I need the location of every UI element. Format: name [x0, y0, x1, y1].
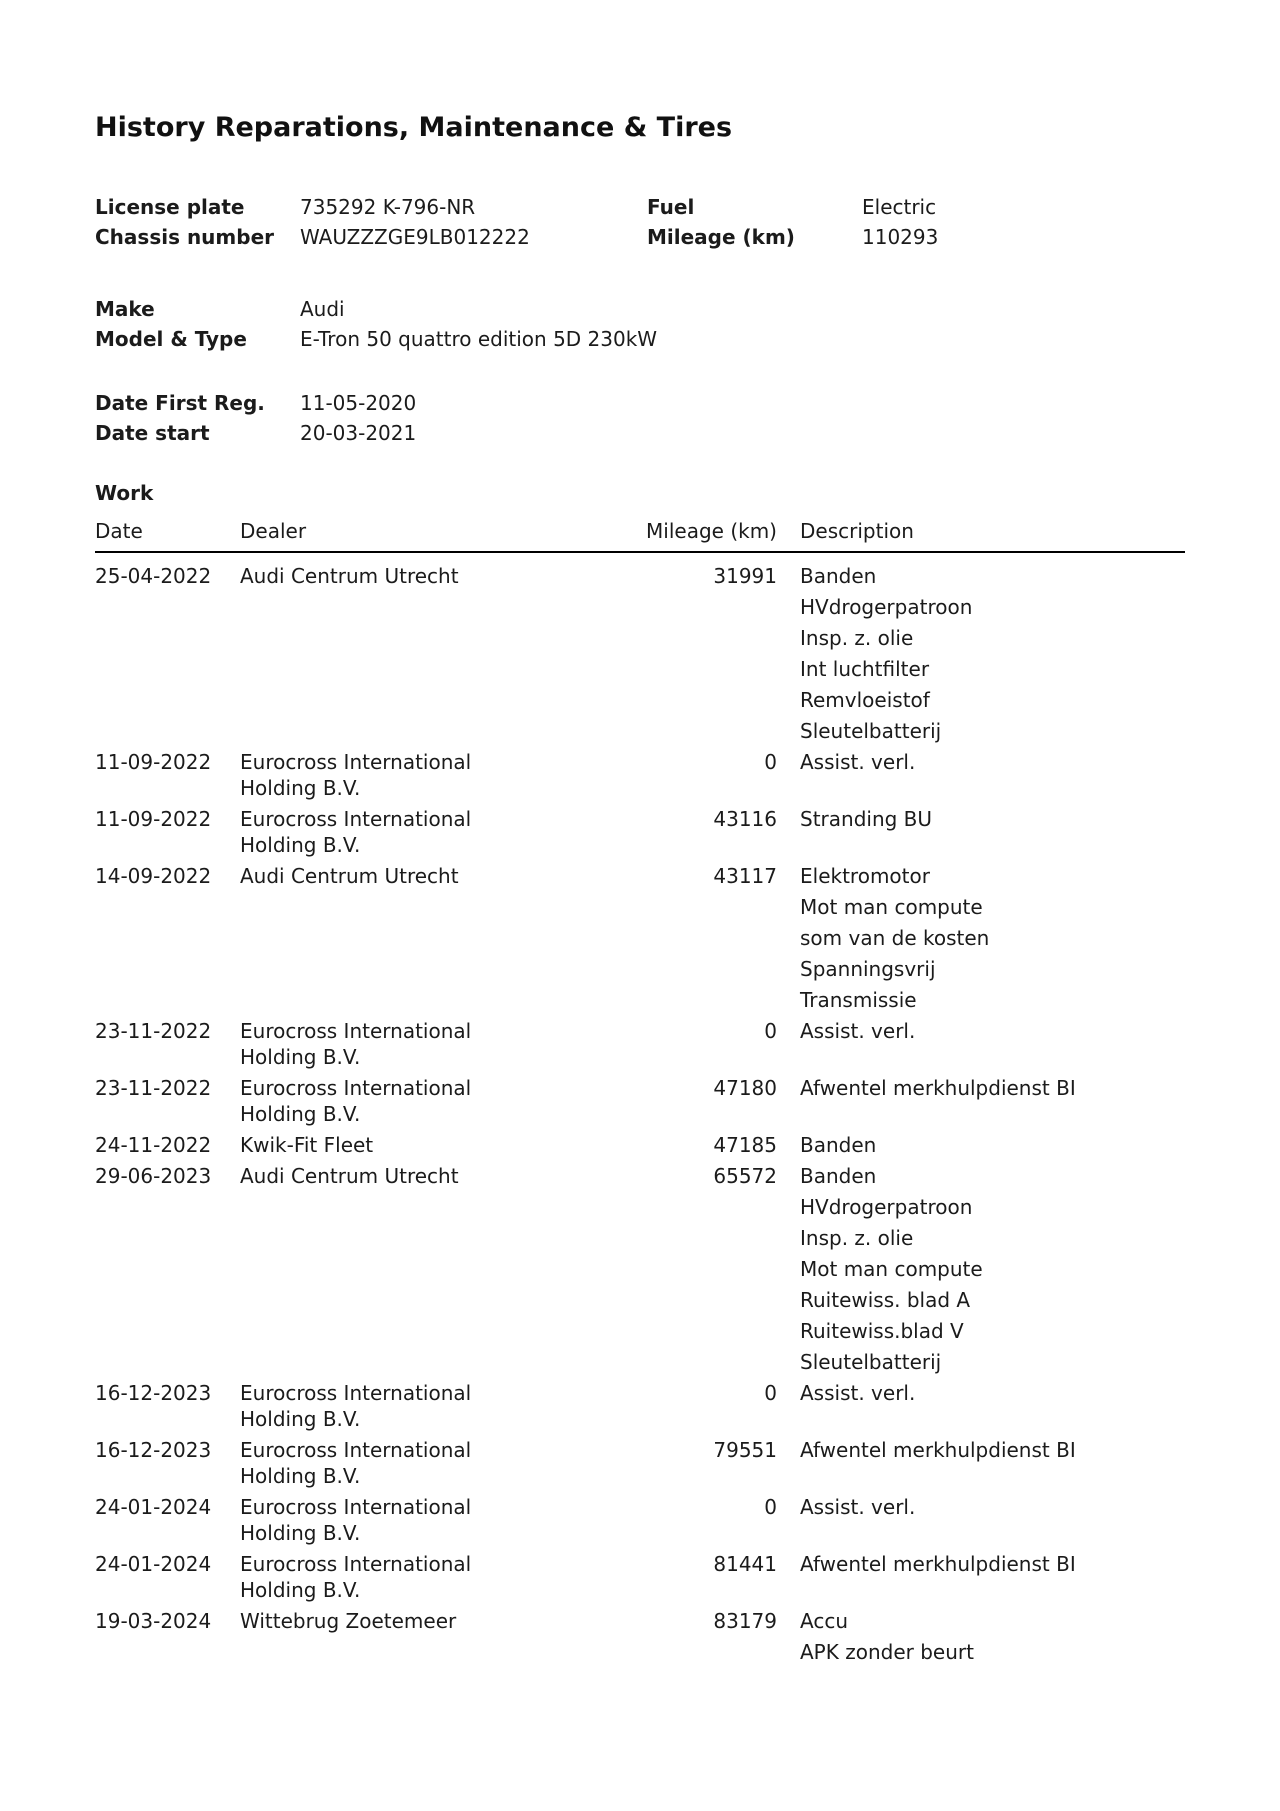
work-mileage-cell: 43116 [713, 807, 777, 831]
work-table-header-row [95, 518, 1185, 552]
work-date-cell: 11-09-2022 [95, 750, 212, 774]
work-table-row [95, 1494, 1185, 1551]
license-plate-value: 735292 K-796-NR [300, 195, 476, 219]
fuel-label: Fuel [647, 195, 695, 219]
work-description-cell [777, 1132, 1185, 1163]
work-description-line: Accu [800, 1609, 848, 1633]
chassis-number-value: WAUZZZGE9LB012222 [300, 225, 530, 249]
column-header-description: Description [777, 518, 1185, 552]
model-type-label: Model & Type [95, 327, 247, 351]
work-description-line: Sleutelbatterij [800, 719, 942, 743]
work-date-cell: 24-01-2024 [95, 1552, 212, 1576]
work-description-cell [777, 552, 1185, 749]
work-mileage-cell: 0 [764, 1019, 777, 1043]
work-description-line: Assist. verl. [800, 1381, 916, 1405]
work-mileage-cell: 31991 [713, 564, 777, 588]
work-description-line: Assist. verl. [800, 750, 916, 774]
work-dealer-cell: Eurocross International Holding B.V. [240, 1552, 472, 1602]
work-table-row [95, 552, 1185, 749]
work-date-cell: 16-12-2023 [95, 1438, 212, 1462]
work-description-line: Insp. z. olie [800, 626, 914, 650]
work-table-row [95, 1132, 1185, 1163]
chassis-number-label: Chassis number [95, 225, 275, 249]
work-dealer-cell: Kwik-Fit Fleet [240, 1133, 374, 1157]
make-label: Make [95, 297, 155, 321]
work-date-cell: 14-09-2022 [95, 864, 212, 888]
work-mileage-cell: 47185 [713, 1133, 777, 1157]
work-dealer-cell: Audi Centrum Utrecht [240, 1164, 459, 1188]
work-date-cell: 24-11-2022 [95, 1133, 212, 1157]
work-description-cell [777, 1608, 1185, 1670]
work-description-line: Banden [800, 564, 877, 588]
work-table-row [95, 1075, 1185, 1132]
work-description-line: Banden [800, 1133, 877, 1157]
work-description-cell [777, 1018, 1185, 1075]
work-description-line: Afwentel merkhulpdienst BI [800, 1552, 1076, 1576]
model-type-value: E-Tron 50 quattro edition 5D 230kW [300, 327, 658, 351]
work-description-cell [777, 1075, 1185, 1132]
work-description-line: HVdrogerpatroon [800, 1195, 973, 1219]
work-description-cell [777, 806, 1185, 863]
work-table [95, 518, 1185, 1670]
mileage-value: 110293 [862, 225, 939, 249]
work-description-line: Afwentel merkhulpdienst BI [800, 1076, 1076, 1100]
work-dealer-cell: Eurocross International Holding B.V. [240, 1381, 472, 1431]
work-table-row [95, 806, 1185, 863]
work-description-line: som van de kosten [800, 926, 990, 950]
page-title: History Reparations, Maintenance & Tires [95, 112, 733, 143]
work-description-line: Int luchtfilter [800, 657, 930, 681]
column-header-mileage: Mileage (km) [550, 518, 777, 552]
work-date-cell: 25-04-2022 [95, 564, 212, 588]
work-table-row [95, 1018, 1185, 1075]
work-dealer-cell: Eurocross International Holding B.V. [240, 1076, 472, 1126]
work-mileage-cell: 43117 [713, 864, 777, 888]
column-header-date: Date [95, 518, 240, 552]
work-description-line: Assist. verl. [800, 1495, 916, 1519]
work-table-row [95, 863, 1185, 1018]
work-description-line: APK zonder beurt [800, 1640, 974, 1664]
date-first-reg-value: 11-05-2020 [300, 391, 417, 415]
work-description-line: Ruitewiss. blad A [800, 1288, 971, 1312]
work-table-row [95, 1551, 1185, 1608]
work-mileage-cell: 79551 [713, 1438, 777, 1462]
work-table-row [95, 1380, 1185, 1437]
work-dealer-cell: Eurocross International Holding B.V. [240, 1438, 472, 1488]
mileage-label: Mileage (km) [647, 225, 795, 249]
work-description-line: Sleutelbatterij [800, 1350, 942, 1374]
date-start-value: 20-03-2021 [300, 421, 417, 445]
work-description-line: Mot man compute [800, 895, 983, 919]
work-mileage-cell: 0 [764, 1495, 777, 1519]
work-dealer-cell: Wittebrug Zoetemeer [240, 1609, 457, 1633]
work-description-cell [777, 1551, 1185, 1608]
document-page [95, 0, 1185, 1670]
date-start-label: Date start [95, 421, 210, 445]
work-date-cell: 23-11-2022 [95, 1076, 212, 1100]
work-description-line: Ruitewiss.blad V [800, 1319, 964, 1343]
work-mileage-cell: 65572 [713, 1164, 777, 1188]
vehicle-identity-block [95, 192, 1185, 252]
work-section-heading: Work [95, 481, 154, 505]
work-date-cell: 24-01-2024 [95, 1495, 212, 1519]
work-description-cell [777, 1494, 1185, 1551]
work-description-line: Banden [800, 1164, 877, 1188]
work-description-line: Remvloeistof [800, 688, 930, 712]
work-date-cell: 16-12-2023 [95, 1381, 212, 1405]
make-value: Audi [300, 297, 345, 321]
work-table-row [95, 1437, 1185, 1494]
work-dealer-cell: Eurocross International Holding B.V. [240, 1019, 472, 1069]
work-dealer-cell: Audi Centrum Utrecht [240, 864, 459, 888]
work-description-line: Assist. verl. [800, 1019, 916, 1043]
work-date-cell: 29-06-2023 [95, 1164, 212, 1188]
work-dealer-cell: Eurocross International Holding B.V. [240, 1495, 472, 1545]
work-dealer-cell: Eurocross International Holding B.V. [240, 807, 472, 857]
work-table-body [95, 552, 1185, 1670]
vehicle-model-block [95, 294, 1185, 354]
work-description-line: Stranding BU [800, 807, 933, 831]
license-plate-label: License plate [95, 195, 245, 219]
registration-dates-block [95, 388, 1185, 448]
work-mileage-cell: 0 [764, 1381, 777, 1405]
work-description-cell [777, 749, 1185, 806]
column-header-dealer: Dealer [240, 518, 550, 552]
work-mileage-cell: 81441 [713, 1552, 777, 1576]
work-description-line: Spanningsvrij [800, 957, 936, 981]
work-mileage-cell: 0 [764, 750, 777, 774]
work-description-line: Transmissie [800, 988, 917, 1012]
work-description-line: Mot man compute [800, 1257, 983, 1281]
work-dealer-cell: Eurocross International Holding B.V. [240, 750, 472, 800]
work-description-cell [777, 863, 1185, 1018]
date-first-reg-label: Date First Reg. [95, 391, 265, 415]
work-date-cell: 11-09-2022 [95, 807, 212, 831]
work-table-row [95, 1608, 1185, 1670]
fuel-value: Electric [862, 195, 937, 219]
work-description-cell [777, 1163, 1185, 1380]
work-table-row [95, 1163, 1185, 1380]
work-description-cell [777, 1437, 1185, 1494]
work-table-row [95, 749, 1185, 806]
work-description-line: Afwentel merkhulpdienst BI [800, 1438, 1076, 1462]
work-description-line: Insp. z. olie [800, 1226, 914, 1250]
work-mileage-cell: 47180 [713, 1076, 777, 1100]
work-mileage-cell: 83179 [713, 1609, 777, 1633]
work-date-cell: 19-03-2024 [95, 1609, 212, 1633]
work-description-line: Elektromotor [800, 864, 930, 888]
work-dealer-cell: Audi Centrum Utrecht [240, 564, 459, 588]
work-date-cell: 23-11-2022 [95, 1019, 212, 1043]
work-description-line: HVdrogerpatroon [800, 595, 973, 619]
work-description-cell [777, 1380, 1185, 1437]
